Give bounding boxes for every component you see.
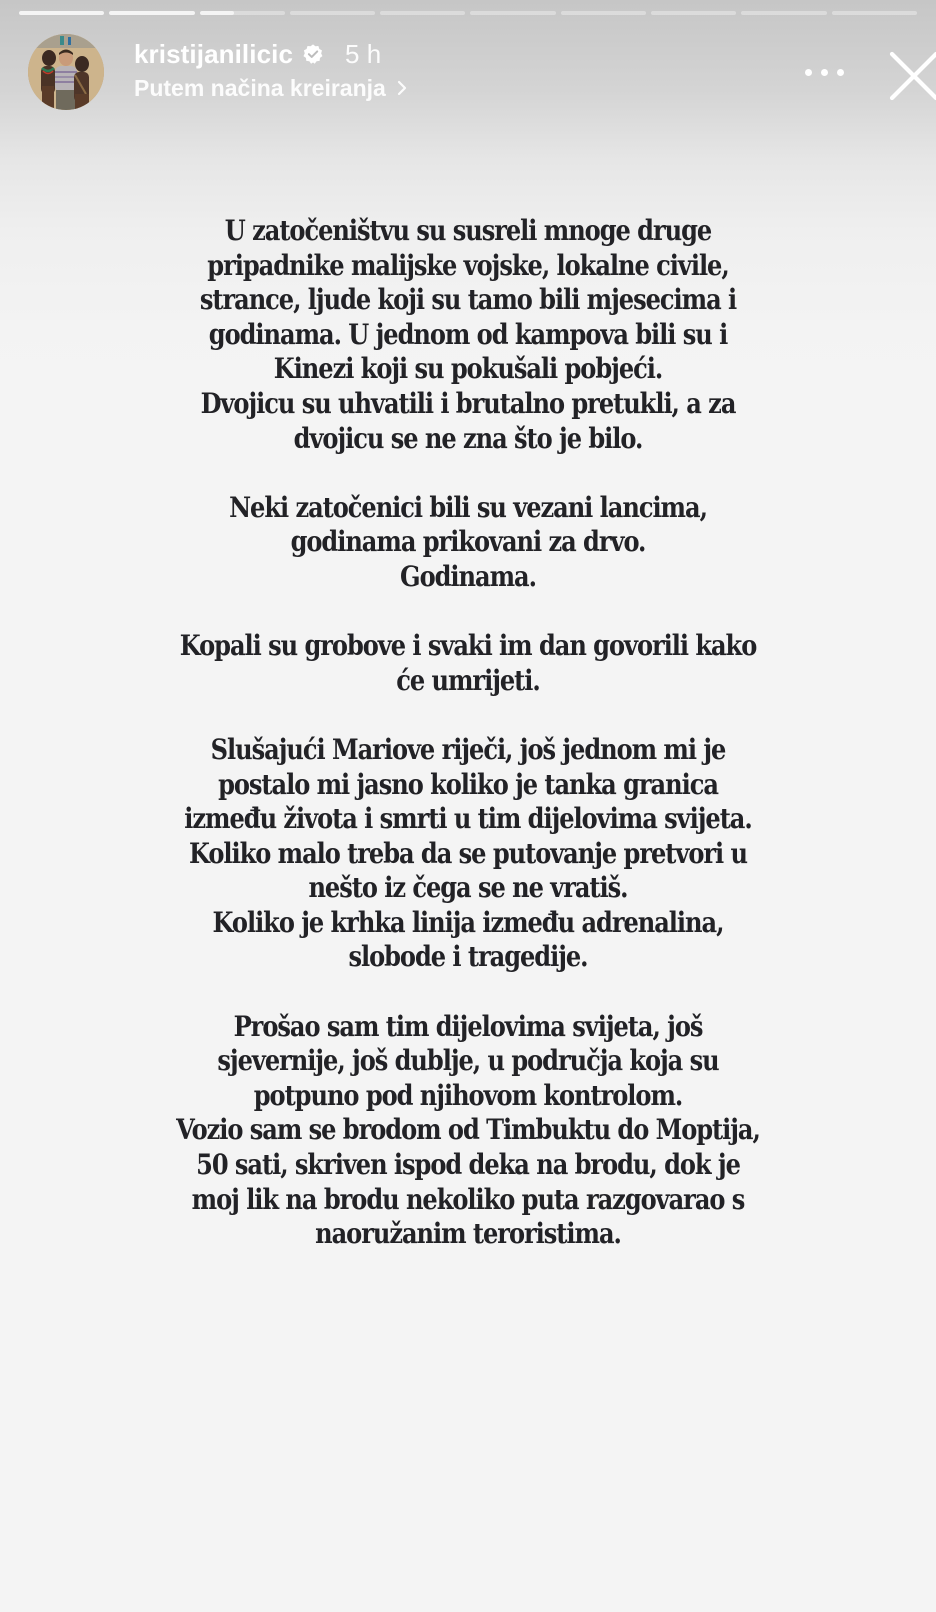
- text-line: sjevernije, još dublje, u područja koja su: [217, 1044, 719, 1078]
- progress-segment: [290, 11, 375, 15]
- progress-segment: [651, 11, 736, 15]
- close-button[interactable]: [888, 50, 936, 102]
- text-line: 50 sati, skriven ispod deka na brodu, dok je: [196, 1148, 740, 1182]
- text-line: Kinezi koji su pokušali pobjeći.: [273, 352, 663, 386]
- text-line: Koliko je krhka linija između adrenalina,: [212, 905, 724, 939]
- paragraph: [60, 733, 876, 975]
- text-line: će umrijeti.: [396, 663, 540, 697]
- text-line: Prošao sam tim dijelovima svijeta, još: [233, 1009, 703, 1043]
- progress-segment: [200, 11, 285, 15]
- text-line: Slušajući Mariove riječi, još jednom mi je: [210, 732, 726, 766]
- more-dot: [821, 69, 828, 76]
- progress-segment: [19, 11, 104, 15]
- text-line: Godinama.: [400, 559, 536, 593]
- story-text-content: [60, 214, 876, 1286]
- progress-segment: [561, 11, 646, 15]
- username[interactable]: kristijanilicic: [134, 38, 294, 69]
- text-line: U zatočeništvu su susreli mnoge druge: [224, 214, 712, 247]
- post-time: 5 h: [345, 38, 382, 69]
- text-line: godinama prikovani za drvo.: [290, 525, 646, 559]
- story-progress-bar: [19, 11, 917, 16]
- paragraph: [60, 629, 876, 698]
- text-line: Dvojicu su uhvatili i brutalno pretukli, a za: [200, 386, 736, 420]
- text-line: postalo mi jasno koliko je tanka granica: [218, 767, 718, 801]
- progress-segment: [741, 11, 826, 15]
- text-line: naoružanim teroristima.: [315, 1217, 621, 1251]
- text-line: Kopali su grobove i svaki im dan govorili kako: [179, 629, 757, 663]
- story-header: [28, 34, 936, 114]
- progress-segment: [109, 11, 194, 15]
- more-options-button[interactable]: [794, 54, 854, 90]
- creation-method-link[interactable]: [134, 70, 409, 106]
- more-horizontal-icon: [805, 69, 812, 76]
- more-dot: [837, 69, 844, 76]
- verified-badge-icon: [302, 43, 324, 65]
- avatar[interactable]: [28, 34, 104, 110]
- avatar-photo-icon: [28, 34, 104, 110]
- story-meta: [134, 36, 409, 106]
- creation-method-label: Putem načina kreiranja: [134, 74, 386, 101]
- text-line: moj lik na brodu nekoliko puta razgovarao s: [191, 1182, 745, 1216]
- text-line: godinama. U jednom od kampova bili su i: [208, 317, 728, 351]
- text-line: Vozio sam se brodom od Timbuktu do Moptija,: [176, 1113, 760, 1147]
- paragraph: [60, 491, 876, 595]
- chevron-right-icon: [395, 77, 409, 99]
- text-line: između života i smrti u tim dijelovima svijeta.: [184, 802, 752, 836]
- progress-segment: [380, 11, 465, 15]
- progress-segment: [470, 11, 555, 15]
- text-line: nešto iz čega se ne vratiš.: [308, 871, 628, 905]
- progress-segment: [832, 11, 917, 15]
- text-line: dvojicu se ne zna što je bilo.: [293, 421, 643, 455]
- close-icon: [888, 50, 936, 102]
- text-line: slobode i tragedije.: [348, 940, 588, 974]
- text-line: Koliko malo treba da se putovanje pretvori u: [188, 836, 747, 870]
- text-line: strance, ljude koji su tamo bili mjesecima i: [199, 283, 737, 317]
- paragraph: [60, 214, 876, 456]
- text-line: Neki zatočenici bili su vezani lancima,: [229, 490, 707, 524]
- paragraph: [60, 1010, 876, 1252]
- text-line: pripadnike malijske vojske, lokalne civile,: [207, 248, 729, 282]
- text-line: potpuno pod njihovom kontrolom.: [253, 1078, 683, 1112]
